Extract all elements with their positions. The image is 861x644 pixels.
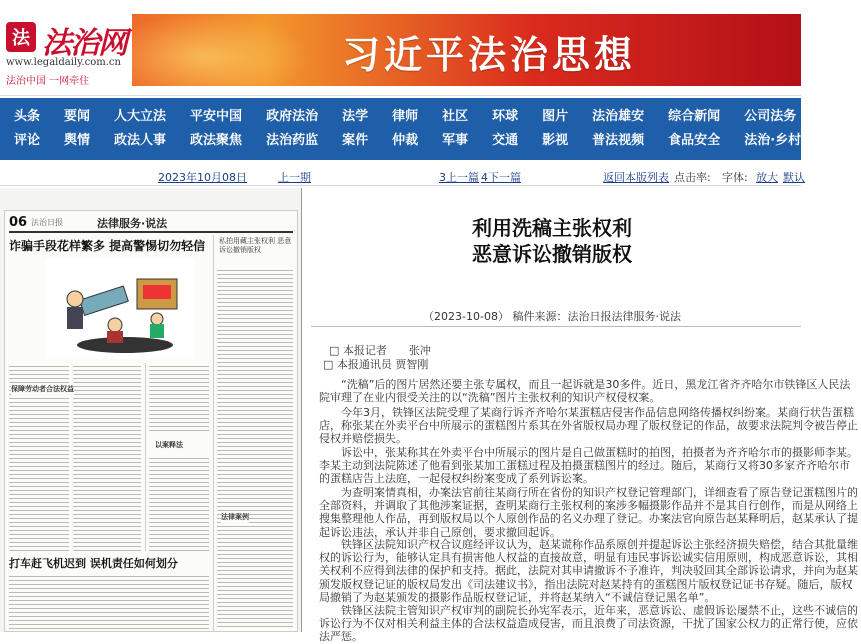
nav-item[interactable]: 头条 [14, 109, 41, 124]
font-bigger-link[interactable]: 放大 [756, 171, 778, 184]
text-column [73, 363, 141, 551]
cartoon-illustration-icon [45, 259, 195, 359]
font-default-link[interactable]: 默认 [783, 171, 805, 184]
nav-item[interactable]: 图片 [542, 109, 569, 124]
nav-item[interactable]: 仲裁 [392, 133, 419, 148]
nav-item[interactable]: 法治药监 [266, 133, 319, 148]
nav-item[interactable]: 军事 [442, 133, 469, 148]
article-paragraph: “洗稿”后的图片居然还要主张专属权，而且一起诉就是30多件。近日，黑龙江省齐齐哈尔市铁锋区人民法院审理了在业内很受关注的以“洗稿”图片主张权利的知识产权侵权案。 [319, 378, 851, 405]
nav-item[interactable]: 影视 [542, 133, 569, 148]
nav-item[interactable]: 政法聚焦 [190, 133, 243, 148]
logo-mark-icon: 法 [6, 22, 36, 52]
nav-item[interactable]: 互联 [825, 133, 852, 148]
article-title-line-1: 利用洗稿主张权利 [472, 216, 632, 240]
page-subhead: 以案释法 [155, 441, 183, 449]
issue-toolbar [0, 164, 805, 186]
byline-correspondent: □ 本报通讯员 贾智刚 [323, 358, 429, 371]
nav-item[interactable]: 法治雄安 [592, 109, 645, 124]
nav-item[interactable]: 政府法治 [266, 109, 319, 124]
nav-item[interactable]: 人大立法 [114, 109, 167, 124]
logo-name: 法治网 [42, 26, 126, 61]
nav-item[interactable]: 法治·乡村 [744, 133, 802, 148]
article-paragraph: 为查明案情真相，办案法官前往某商行所在省份的知识产权登记管理部门，详细查看了原告登记蛋糕图片的全部资料，并调取了其他涉案证据，查明某商行主张权利的案涉多幅摄影作品并不是其自行创作，而是从网络上搜集整理他人作品，再到版权局以个人原创作品的名义办理了登记。办案法官向原告赵某释明后，赵某承认了提起诉讼违法，承认并非自己原创，要求撤回起诉。 [319, 486, 858, 539]
newspaper-page-pane [0, 188, 302, 632]
nav-item[interactable]: 案件 [342, 133, 369, 148]
text-column [9, 573, 209, 629]
page-subhead: 保障劳动者合法权益 [11, 385, 74, 393]
column-divider [213, 235, 214, 631]
nav-item[interactable]: 政法人事 [114, 133, 167, 148]
nav-item[interactable]: 交通 [492, 133, 519, 148]
article-meta: （2023-10-08） 稿件来源：法治日报法律服务·说法 [423, 310, 681, 323]
prev-issue-link[interactable]: 上一期 [278, 171, 311, 184]
text-column [149, 363, 209, 433]
article-title-line-2: 恶意诉讼撤销版权 [472, 242, 632, 266]
site-header [0, 0, 801, 96]
nav-item[interactable]: 平安中国 [190, 109, 243, 124]
page-rule [9, 231, 293, 233]
article-paragraph: 诉讼中，张某称其在外卖平台中所展示的图片是自己做蛋糕时的拍图，拍摄者为齐齐哈尔市的摄影师李某。李某主动到法院陈述了他看到张某加工蛋糕过程及拍摄蛋糕图片的经过。随后，某商行又将30多家齐齐哈尔市的蛋糕店告上法庭，一起侵权纠纷案变成了系列诉讼案。 [319, 446, 858, 486]
nav-item[interactable]: 环球 [492, 109, 519, 124]
article-pane [303, 188, 858, 644]
page-masthead: 法治日报 [31, 218, 63, 227]
back-to-list-link[interactable]: 返回本版列表 [603, 171, 669, 184]
issue-date-link[interactable]: 2023年10月08日 [158, 171, 247, 184]
logo-url: www.legaldaily.com.cn [6, 57, 121, 68]
page-number: 06 [9, 215, 28, 230]
side-headline[interactable]: 私拍用藏主张权利 恶意诉讼撤销版权 [219, 237, 292, 254]
article-paragraph: 铁锋区法院知识产权合议庭经评议认为，赵某谎称作品系原创并提起诉讼主张经济损失赔偿，结合其批量维权的诉讼行为，能够认定具有损害他人权益的直接故意，明显有违民事诉讼诚实信用原则，构成恶意诉讼，其相关权利不应得到法律的保护和支持。据此，法院对其申请撤诉不予准许，判决驳回其全部诉讼请求，并向为赵某颁发版权登记证的版权局发出《司法建议书》，指出法院对赵某持有的蛋糕图片版权登记证书存疑。随后，版权局撤销了为赵某颁发的摄影作品版权登记证，并将赵某纳入“不诚信登记黑名单”。 [319, 538, 858, 604]
column-divider [145, 363, 146, 551]
nav-item[interactable]: 公司法务 [744, 109, 797, 124]
banner[interactable] [132, 14, 801, 86]
nav-item[interactable]: 综合新闻 [668, 109, 721, 124]
bottom-headline[interactable]: 打车赶飞机迟到 误机责任如何划分 [9, 557, 178, 570]
article-paragraph: 铁锋区法院主管知识产权审判的副院长孙宪军表示，近年来，恶意诉讼、虚假诉讼屡禁不止，这些不诚信的诉讼行为不仅对相关利益主体的合法权益造成侵害，而且浪费了司法资源，干扰了国家公权力的正常行使，应依法严惩。 [319, 604, 858, 644]
byline-reporter: □ 本报记者 张冲 [329, 344, 431, 357]
banner-title: 习近平法治思想 [342, 32, 637, 77]
nav-row-2 [0, 128, 861, 154]
nav-item[interactable]: 舆情 [64, 133, 91, 148]
page-subhead: 法律案例 [221, 513, 249, 521]
main-nav [0, 98, 852, 160]
article-paragraph: 今年3月，铁锋区法院受理了某商行诉齐齐哈尔某蛋糕店侵害作品信息网络传播权纠纷案。某商行状告蛋糕店，称张某在外卖平台中所展示的蛋糕图片系其在外省版权局办理了版权登记的作品，故要求法院判令被告停止侵权并赔偿损失。 [319, 406, 858, 446]
nav-item[interactable]: 普法视频 [592, 133, 645, 148]
nav-item[interactable]: 要闻 [64, 109, 91, 124]
logo-slogan: 法治中国 一网牵住 [6, 76, 90, 87]
text-column [149, 455, 209, 551]
prev-article-link[interactable]: 3上一篇 [439, 171, 479, 184]
nav-row-1 [0, 104, 856, 130]
site-logo[interactable] [4, 10, 129, 90]
clicks-label: 点击率: [674, 171, 711, 184]
nav-item[interactable]: 法学 [342, 109, 369, 124]
nav-item[interactable]: 社区 [442, 109, 469, 124]
page-headline[interactable]: 诈骗手段花样繁多 提高警惕切勿轻信 [9, 239, 206, 253]
newspaper-page-image[interactable] [4, 210, 298, 632]
font-label: 字体: [722, 171, 748, 184]
next-article-link[interactable]: 4下一篇 [481, 171, 521, 184]
text-column [217, 267, 293, 629]
nav-item[interactable]: 律师 [392, 109, 419, 124]
nav-item[interactable]: 粤港 [820, 109, 847, 124]
nav-item[interactable]: 食品安全 [668, 133, 721, 148]
article-separator [311, 326, 801, 327]
banner-decoration [132, 14, 312, 86]
nav-item[interactable]: 评论 [14, 133, 41, 148]
page-section-title: 法律服务·说法 [97, 217, 168, 230]
